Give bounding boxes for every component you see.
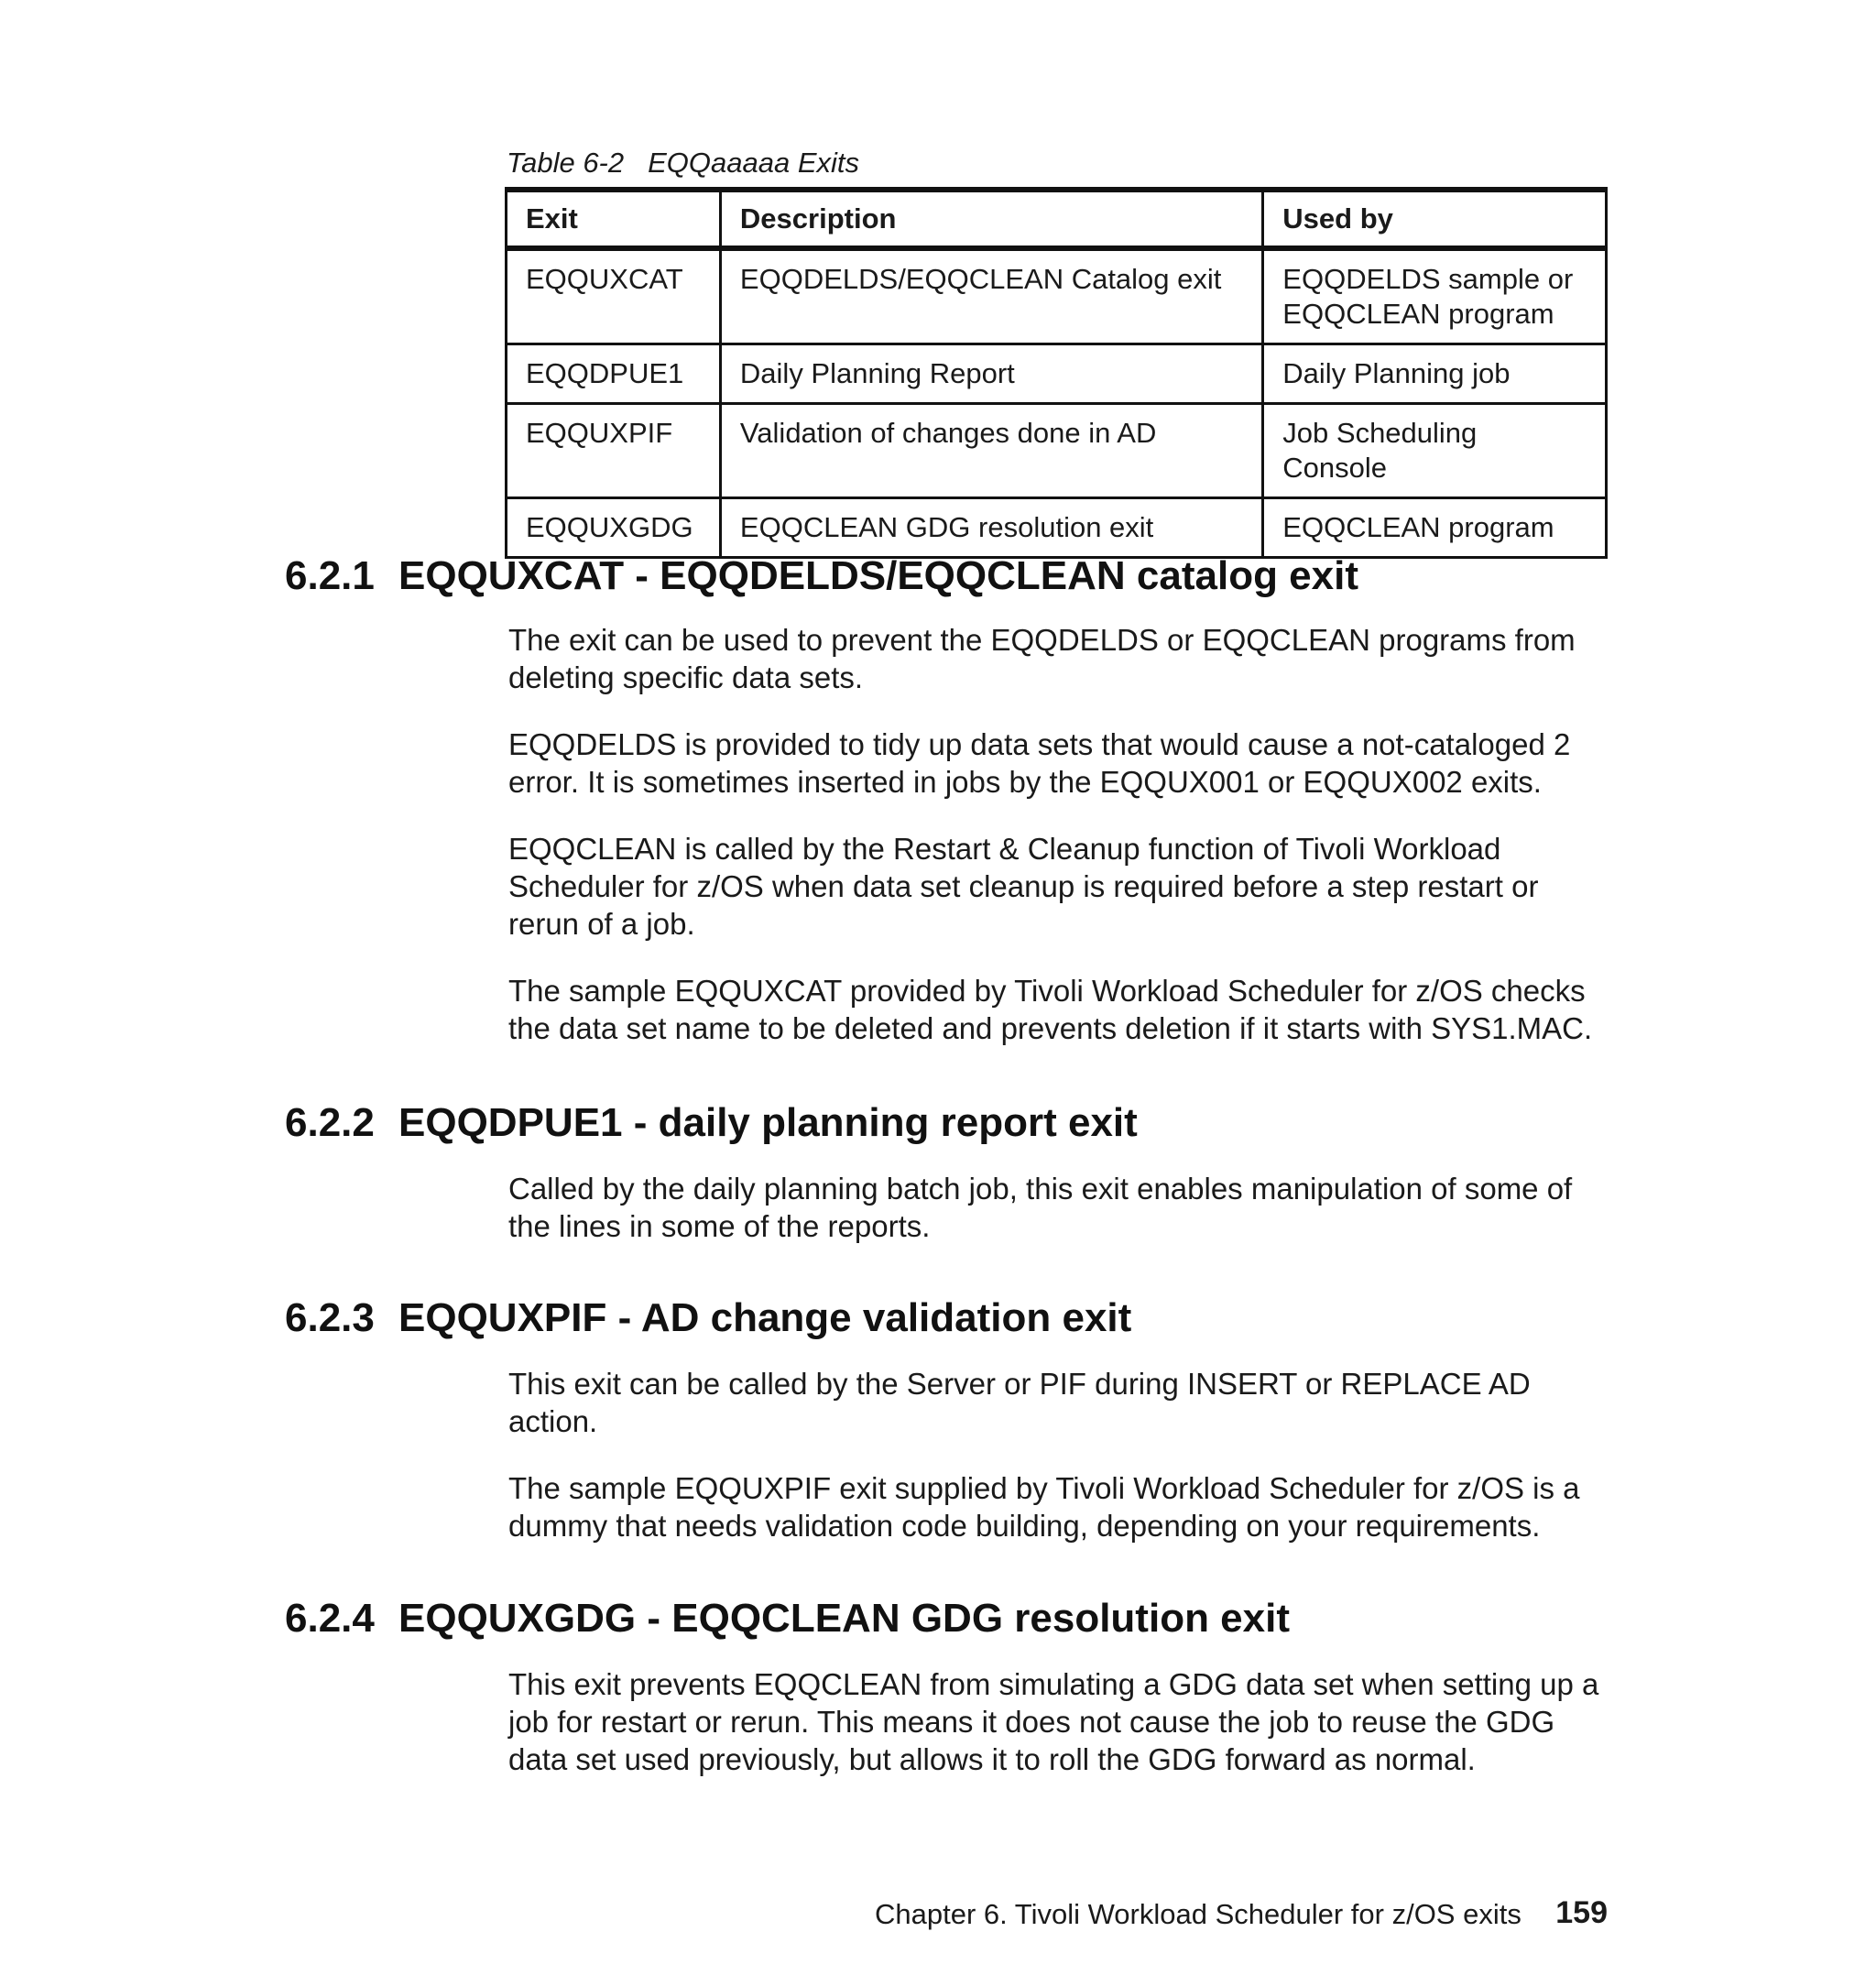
cell-exit: EQQUXPIF (507, 404, 721, 498)
cell-exit: EQQDPUE1 (507, 344, 721, 404)
cell-exit: EQQUXGDG (507, 498, 721, 558)
footer-chapter-title: Chapter 6. Tivoli Workload Scheduler for z/OS exits (875, 1898, 1522, 1930)
cell-used-by: Daily Planning job (1263, 344, 1607, 404)
paragraph: Called by the daily planning batch job, this exit enables manipulation of some of the lines in some of the reports. (508, 1172, 1573, 1243)
column-header-used-by: Used by (1263, 190, 1607, 248)
section-title: EQQUXCAT - EQQDELDS/EQQCLEAN catalog exit (398, 553, 1358, 598)
cell-used-by: Job Scheduling Console (1263, 404, 1607, 498)
section-heading-6-2-3 (285, 1295, 1131, 1341)
column-header-description: Description (720, 190, 1262, 248)
section-title: EQQUXPIF - AD change validation exit (398, 1295, 1132, 1340)
section-number: 6.2.1 (285, 553, 375, 598)
cell-description: Validation of changes done in AD (720, 404, 1262, 498)
section-heading-6-2-4 (285, 1596, 1290, 1642)
section-title: EQQDPUE1 - daily planning report exit (398, 1100, 1138, 1145)
page-number: 159 (1555, 1895, 1608, 1930)
cell-description: EQQDELDS/EQQCLEAN Catalog exit (720, 248, 1262, 344)
table-caption (507, 147, 859, 180)
exits-table (505, 187, 1608, 559)
section-number: 6.2.2 (285, 1100, 375, 1145)
column-header-exit: Exit (507, 190, 721, 248)
table-row (507, 344, 1607, 404)
table-row (507, 404, 1607, 498)
paragraph: The sample EQQUXCAT provided by Tivoli Workload Scheduler for z/OS checks the data set name to be deleted and prevents deletion if it starts with SYS1.MAC. (508, 974, 1593, 1045)
cell-description: EQQCLEAN GDG resolution exit (720, 498, 1262, 558)
cell-exit: EQQUXCAT (507, 248, 721, 344)
section-heading-6-2-2 (285, 1100, 1138, 1146)
paragraph: The exit can be used to prevent the EQQDELDS or EQQCLEAN programs from deleting specific data sets. (508, 623, 1576, 694)
paragraph: The sample EQQUXPIF exit supplied by Tivoli Workload Scheduler for z/OS is a dummy that needs validation code building, depending on your requirements. (508, 1471, 1580, 1543)
paragraph: EQQCLEAN is called by the Restart & Cleanup function of Tivoli Workload Scheduler for z/OS when data set cleanup is required before a step restart or rerun of a job. (508, 832, 1539, 941)
paragraph: EQQDELDS is provided to tidy up data sets that would cause a not-cataloged 2 error. It is sometimes inserted in jobs by the EQQUX001 or EQQUX002 exits. (508, 727, 1571, 799)
table-caption-number: Table 6-2 (507, 147, 625, 179)
section-heading-6-2-1 (285, 553, 1358, 599)
section-number: 6.2.3 (285, 1295, 375, 1340)
cell-description: Daily Planning Report (720, 344, 1262, 404)
paragraph: This exit prevents EQQCLEAN from simulating a GDG data set when setting up a job for restart or rerun. This means it does not cause the job to reuse the GDG data set used previously, but allows it to roll the GDG forward as normal. (508, 1667, 1599, 1776)
cell-used-by: EQQCLEAN program (1263, 498, 1607, 558)
table-header-row (507, 190, 1607, 248)
table-caption-title: EQQaaaaa Exits (648, 147, 860, 179)
section-number: 6.2.4 (285, 1596, 375, 1641)
table-row (507, 498, 1607, 558)
table-row (507, 248, 1607, 344)
cell-used-by: EQQDELDS sample or EQQCLEAN program (1263, 248, 1607, 344)
section-title: EQQUXGDG - EQQCLEAN GDG resolution exit (398, 1596, 1290, 1641)
paragraph: This exit can be called by the Server or PIF during INSERT or REPLACE AD action. (508, 1367, 1531, 1438)
